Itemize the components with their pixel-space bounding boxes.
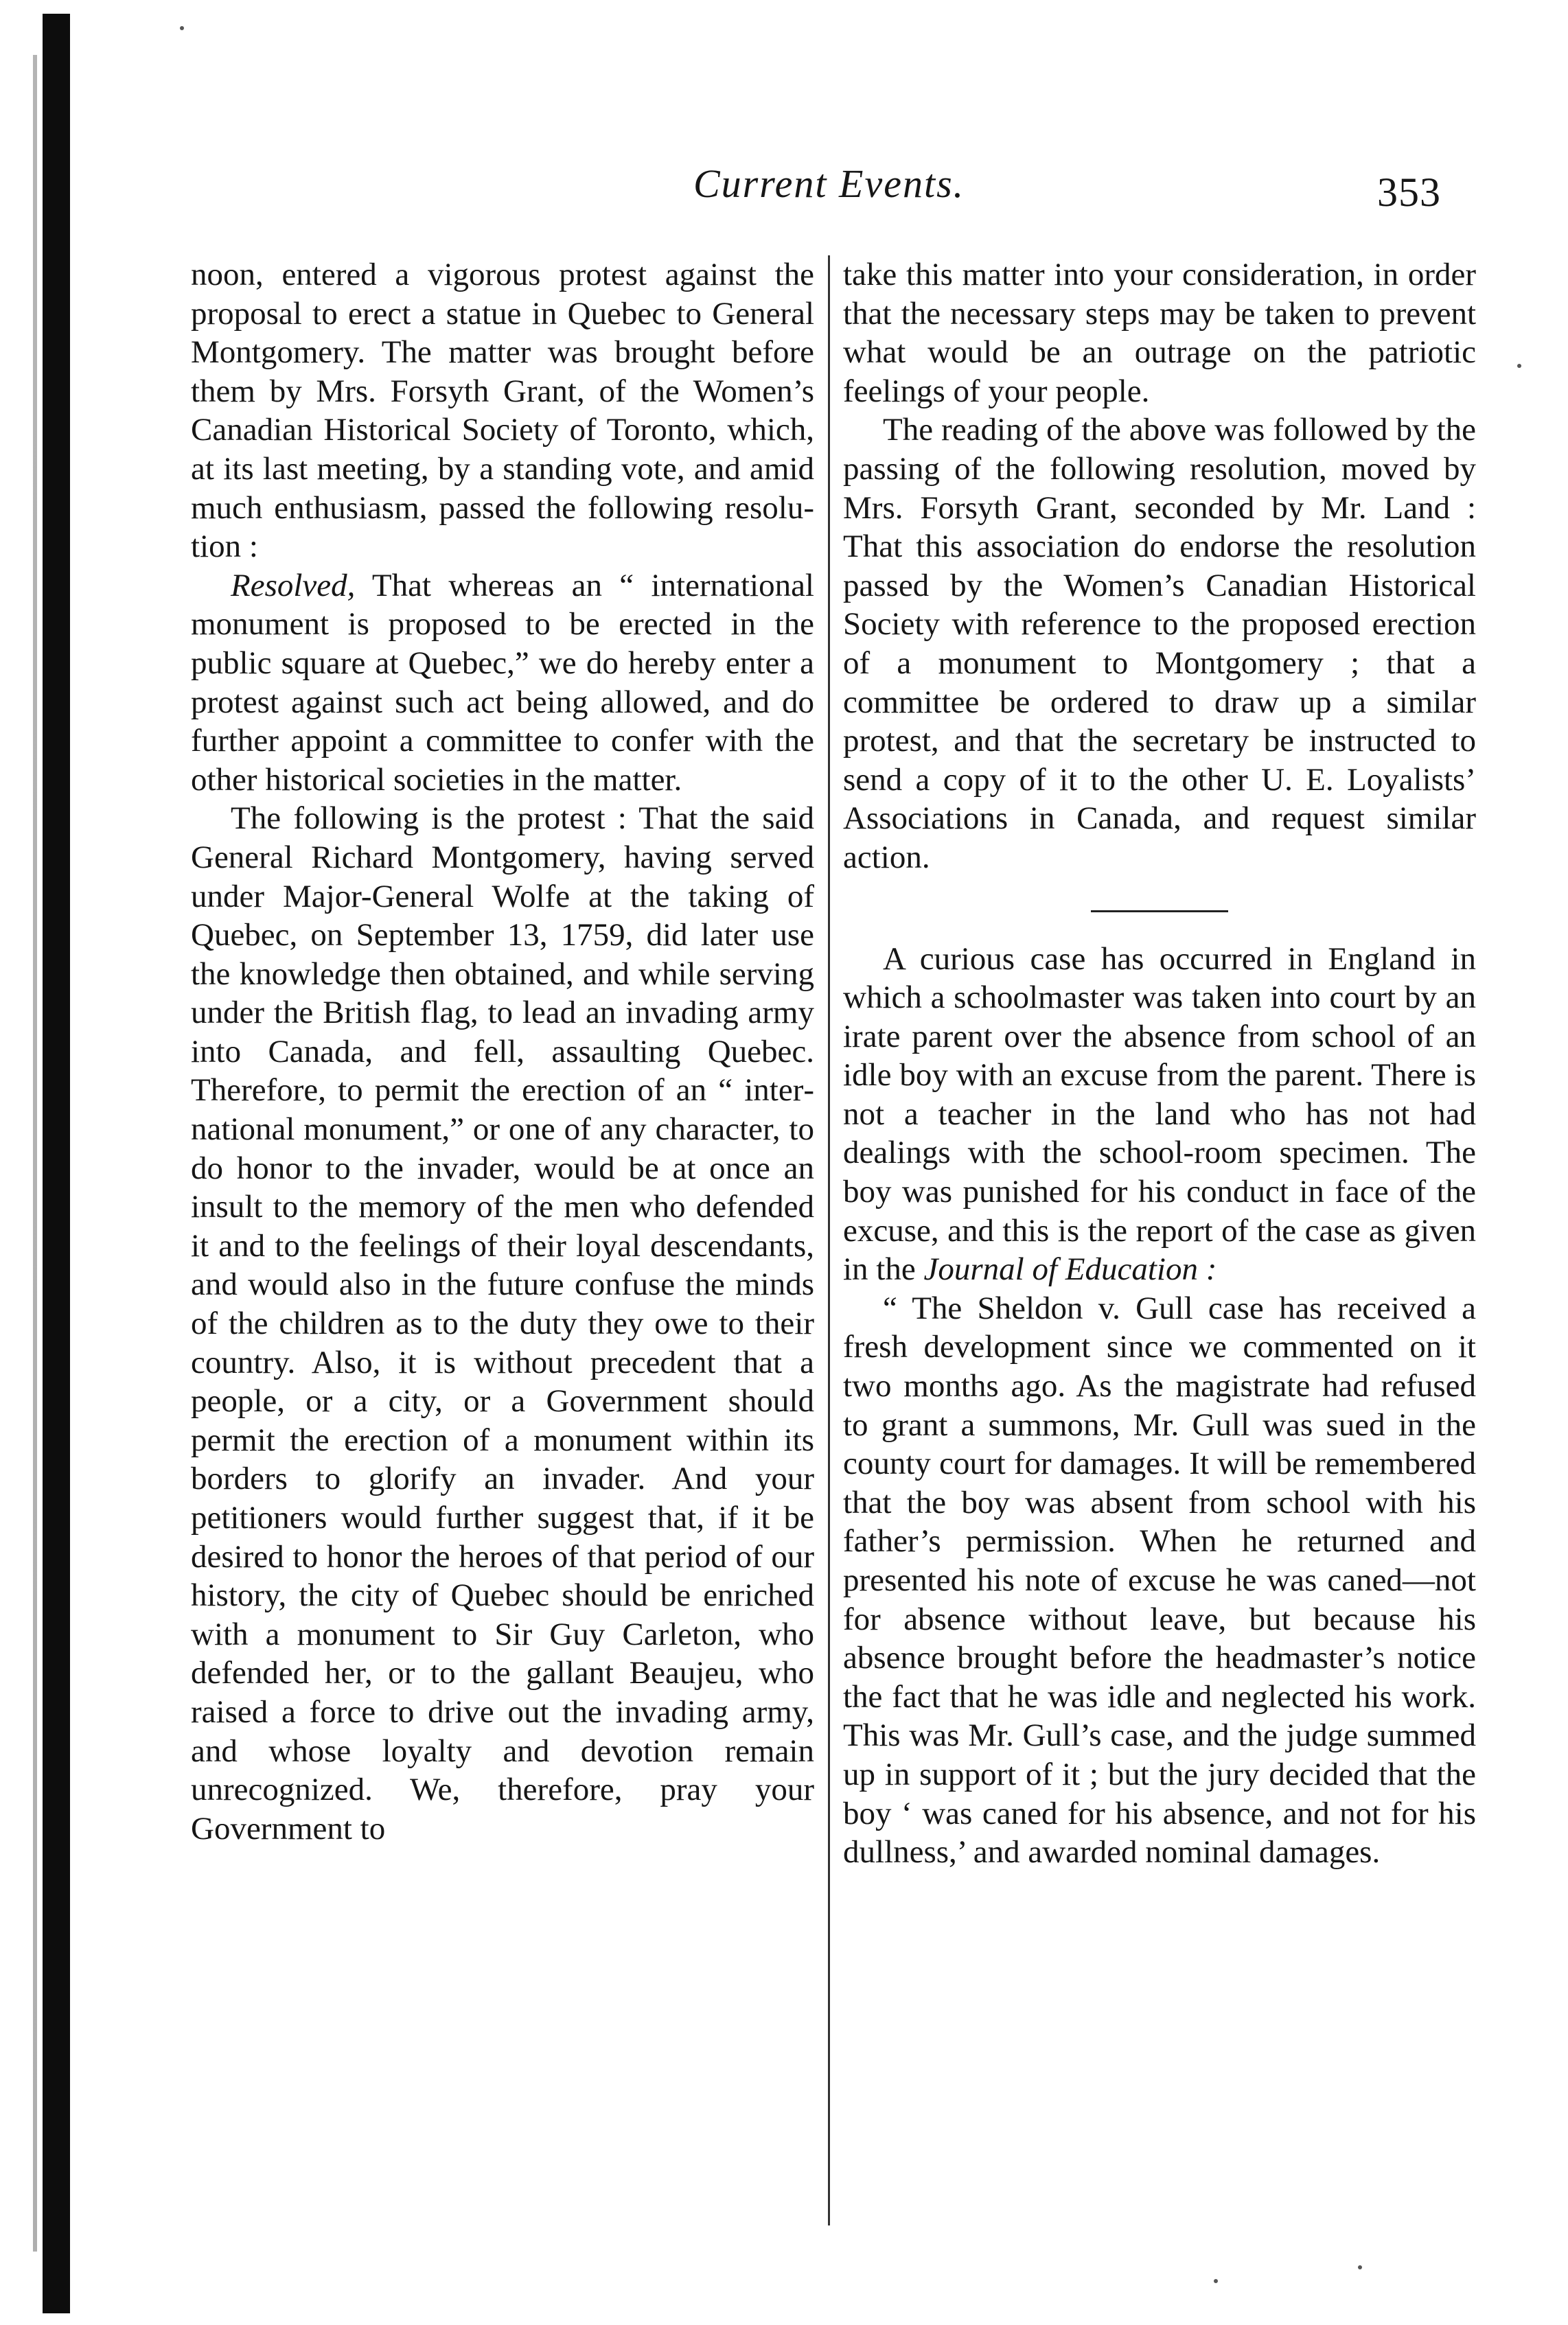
paragraph-protest-intro: noon, entered a vigorous protest against the proposal to erect a statue in Quebec to General Montgomery. The matter was brought before them by Mrs. Forsyth Grant, of the Women’s Canadian Historical Society of Toronto, which, at its last meeting, by a standing vote, and amid much enthusiasm, passed the following resolution : [191, 257, 814, 565]
scan-speck [1517, 364, 1521, 368]
paragraph-sheldon-gull: “ The Sheldon v. Gull case has received a fresh development since we commented on it two months ago. As the magistrate had refused to grant a summons, Mr. Gull was sued in the county court for damages. It will be remembered that the boy was absent from school with his father’s permission. When he returned and presented his note of excuse he was caned—not for absence without leave, but because his absence brought before the headmaster’s notice the fact that he was idle and neglected his work. This was Mr. Gull’s case, and the judge summed up in support of it ; but the jury decided that the boy ‘ was caned for his absence, and not for his dullness,’ and awarded nominal damages. [843, 1290, 1476, 1871]
resolution-text: That whereas an “ international monument is proposed to be erected in the public square at Quebec,” we do hereby enter a protest against such act being allowed, and do further appoint a committee to confer with the other historical societies in the matter. [191, 567, 814, 798]
paragraph-protest-continued: take this matter into your consideration, in order that the necessary steps may be taken to prevent what would be an outrage on the patriotic feelings of your people. [843, 257, 1476, 409]
resolved-lead: Resolved, [231, 567, 356, 603]
paragraph-resolution [191, 566, 814, 800]
running-head [0, 161, 1568, 216]
page-number: 353 [1377, 170, 1441, 215]
paragraph-curious-case [843, 940, 1476, 1289]
paragraph-protest-text: The following is the protest : That the said General Richard Montgomery, having served under Major-General Wolfe at the taking of Quebec, on September 13, 1759, did later use the knowledge then obtained, and while serving under the British flag, to lead an invading army into Canada, and fell, assaulting Quebec. Therefore, to permit the erection of an “ international monument,” or one of any character, to do honor to the invader, would be at once an insult to the memory of the men who defended it and to the feelings of their loyal descendants, and would also in the future confuse the minds of the children as to the duty they owe to their country. Also, it is without precedent that a people, or a city, or a Government should permit the erection of a monument within its borders to glorify an invader. And your petitioners would further suggest that, if it be desired to honor the heroes of that period of our history, the city of Quebec should be enriched with a monument to Sir Guy Carleton, who defended her, or to the gallant Beaujeu, who raised a force to drive out the invading army, and whose loyalty and devotion remain unrecognized. We, therefore, pray your Government to [191, 800, 814, 1847]
scan-speck [1358, 2265, 1362, 2269]
left-column [191, 255, 814, 1848]
right-column [843, 255, 1476, 1872]
running-title: Current Events. [693, 161, 965, 206]
paragraph-endorsement: The reading of the above was followed by the passing of the following resolution, moved by Mrs. Forsyth Grant, seconded by Mr. Land : That this association do endorse the resolution passed by the Women’s Canadian Historical Society with reference to the proposed erection of a monument to Montgomery ; that a committee be ordered to draw up a similar protest, and that the secretary be instructed to send a copy of it to the other U. E. Loyalists’ Associations in Canada, and request similar action. [843, 412, 1476, 875]
curious-case-text: A curious case has occurred in England in which a schoolmaster was taken into court by an irate parent over the absence from school of an idle boy with an excuse from the parent. There is not a teacher in the land who has not had dealings with the school-room specimen. The boy was punished for his conduct in face of the excuse, and this is the report of the case as given in the [843, 940, 1476, 1288]
scan-binding-edge [43, 14, 70, 2313]
scan-speck [1214, 2279, 1218, 2283]
column-divider [828, 255, 830, 2225]
scan-speck [180, 26, 184, 30]
section-divider [1091, 910, 1228, 912]
journal-of-education: Journal of Education : [923, 1251, 1217, 1288]
